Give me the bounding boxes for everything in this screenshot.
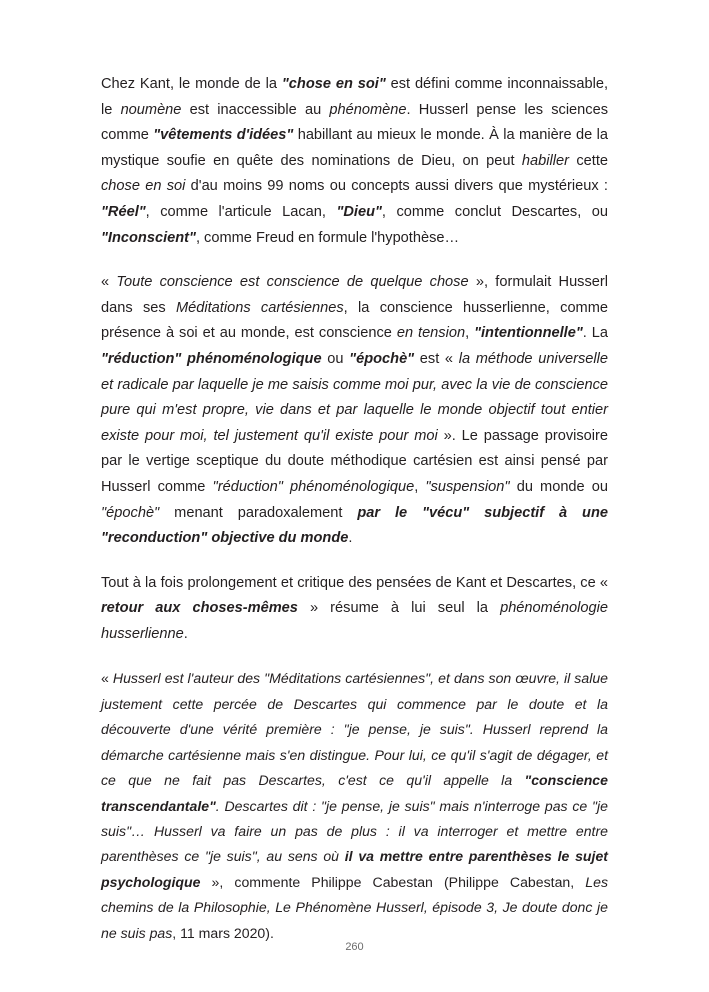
text-run: "chose en soi": [281, 76, 386, 92]
text-run: , comme conclut Descartes, ou: [381, 203, 608, 220]
text-run: chose en soi: [101, 178, 186, 195]
paragraph-1: [101, 72, 608, 251]
text-run: Méditations cartésiennes: [175, 299, 344, 316]
text-run: "épochè": [101, 504, 160, 521]
text-run: », commente Philippe Cabestan (Philippe Cabestan,: [200, 873, 586, 890]
text-run: "intentionnelle": [474, 325, 583, 342]
text-run: Toute conscience est conscience de quelque chose: [116, 274, 469, 291]
text-run: Les chemins de la Philosophie, Le Phénomène Husserl, épisode 3, Je doute donc je ne suis pas: [101, 873, 608, 941]
text-run: est défini comme inconnaissable, le: [101, 76, 608, 118]
text-run: la méthode universelle et radicale par laquelle je me saisis comme moi pur, avec la vie de conscience pure qui m'est propre, vie dans et par laquelle le monde objectif tout entier existe pour moi, tel justement qu'il existe pour moi: [101, 350, 608, 444]
paragraph-4-quotation: [101, 666, 608, 945]
text-run: ,: [465, 325, 475, 342]
text-run: » résume à lui seul la: [297, 600, 501, 617]
text-run: », formulait Husserl dans ses: [101, 274, 608, 316]
text-run: , comme l'articule Lacan,: [145, 203, 337, 220]
text-run: il va mettre entre parenthèses le sujet psychologique: [101, 848, 608, 890]
text-run: habiller: [521, 152, 569, 169]
text-run: ,: [414, 478, 426, 495]
text-run: menant paradoxalement: [159, 504, 358, 521]
text-run: "Inconscient": [101, 229, 196, 246]
text-run: phénoménologie husserlienne: [101, 600, 608, 642]
text-run: retour aux choses-mêmes: [101, 600, 298, 617]
text-run: du monde ou: [509, 478, 609, 495]
text-run: «: [101, 670, 113, 687]
text-run: "vêtements d'idées": [153, 127, 294, 144]
text-run: Tout à la fois prolongement et critique des pensées de Kant et Descartes, ce «: [101, 574, 608, 591]
text-run: ou: [321, 350, 350, 367]
text-run: ». Le passage provisoire par le vertige sceptique du doute méthodique cartésien est ainsi pensé par Husserl comme: [101, 427, 608, 495]
text-run: , la conscience husserlienne, comme présence à soi et au monde, est conscience: [101, 299, 608, 342]
text-run: "Réel": [101, 203, 146, 220]
text-run: "épochè": [349, 350, 415, 367]
text-run: Husserl est l'auteur des "Méditations cartésiennes", et dans son œuvre, il salue justement cette percée de Descartes qui commence par le doute et la découverte d'une vérité première : "je pense, je suis". Husserl reprend la démarche cartésienne mais s'en distingue. Pour lui, ce qu'il s'agit de dégager, et ce que ne fait pas Descartes, c'est ce qu'il appelle la: [101, 670, 608, 789]
text-run: cette: [568, 152, 608, 169]
text-run: «: [101, 274, 117, 291]
text-run: par le "vécu" subjectif à une "reconduction" objective du monde: [101, 504, 608, 547]
text-run: est «: [414, 350, 454, 367]
text-run: , 11 mars 2020).: [172, 924, 274, 941]
text-run: "conscience transcendantale": [101, 772, 608, 814]
page-number: 260: [345, 941, 364, 953]
text-run: . Husserl pense les sciences comme: [101, 101, 608, 144]
text-run: noumène: [120, 101, 182, 118]
text-run: , comme Freud en formule l'hypothèse…: [195, 229, 460, 246]
text-run: "Dieu": [336, 203, 382, 220]
text-run: "réduction" phénoménologique: [101, 350, 322, 367]
text-run: . La: [582, 325, 609, 342]
text-run: .: [183, 625, 188, 642]
text-run: "suspension": [425, 478, 510, 495]
paragraph-2: [101, 270, 608, 552]
text-run: . Descartes dit : "je pense, je suis" mais n'interroge pas ce "je suis"… Husserl va faire un pas de plus : il va interroger et mettre entre parenthèses ce "je suis", au sens où: [101, 797, 608, 865]
paragraph-3: [101, 571, 608, 648]
text-run: phénomène: [329, 101, 407, 118]
text-run: en tension: [396, 325, 466, 342]
text-run: est inaccessible au: [181, 101, 330, 118]
text-run: "réduction" phénoménologique: [212, 478, 415, 495]
text-run: Chez Kant, le monde de la: [101, 76, 282, 92]
text-run: habillant au mieux le monde. À la manière de la mystique soufie en quête des nominations de Dieu, on peut: [101, 127, 608, 169]
text-run: d'au moins 99 noms ou concepts aussi divers que mystérieux :: [185, 178, 608, 195]
text-run: .: [348, 530, 353, 547]
